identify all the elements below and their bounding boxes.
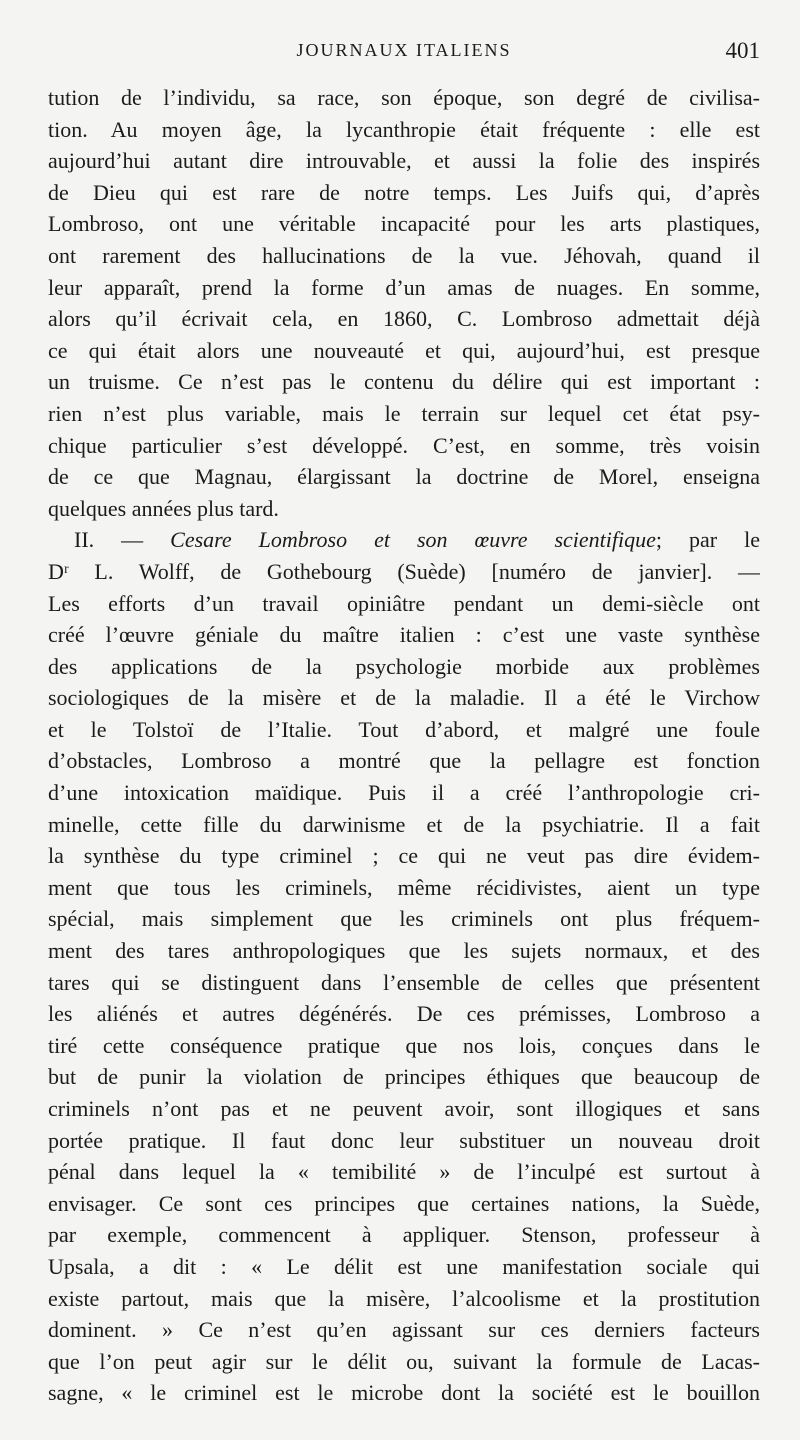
text-line: Upsala, a dit : « Le délit est une manifestation sociale qui bbox=[48, 1253, 760, 1279]
text-line: les aliénés et autres dégénérés. De ces prémisses, Lombroso a bbox=[48, 1001, 760, 1027]
text-line: aujourd’hui autant dire introuvable, et aussi la folie des inspirés bbox=[48, 148, 760, 174]
text-line: chique particulier s’est développé. C’est, en somme, très voisin bbox=[48, 432, 760, 458]
text-line: but de punir la violation de principes éthiques que beaucoup de bbox=[48, 1064, 760, 1090]
text-line: et le Tolstoï de l’Italie. Tout d’abord, et malgré une foule bbox=[48, 716, 760, 742]
section-title: Cesare Lombroso et son œuvre scientifique bbox=[170, 527, 656, 553]
running-title: JOURNAUX ITALIENS bbox=[296, 40, 512, 60]
text-line: minelle, cette fille du darwinisme et de la psychiatrie. Il a fait bbox=[48, 811, 760, 837]
text-line: que l’on peut agir sur le délit ou, suivant la formule de Lacas- bbox=[48, 1348, 760, 1374]
text-line: Les efforts d’un travail opiniâtre pendant un demi-siècle ont bbox=[48, 590, 760, 616]
text-line: tution de l’individu, sa race, son époque, son degré de civilisa- bbox=[48, 85, 760, 110]
text-line: spécial, mais simplement que les criminels ont plus fréquem- bbox=[48, 906, 760, 932]
running-head bbox=[48, 38, 760, 68]
section-heading-line bbox=[48, 524, 760, 556]
text-line: rien n’est plus variable, mais le terrain sur lequel cet état psy- bbox=[48, 400, 760, 426]
text-line: alors qu’il écrivait cela, en 1860, C. Lombroso admettait déjà bbox=[48, 306, 760, 332]
text-line: criminels n’ont pas et ne peuvent avoir, sont illogiques et sans bbox=[48, 1096, 760, 1121]
text-line: de ce que Magnau, élargissant la doctrine de Morel, enseigna bbox=[48, 464, 760, 490]
text-line: dominent. » Ce n’est qu’en agissant sur ces derniers facteurs bbox=[48, 1317, 760, 1343]
text-line: ment que tous les criminels, même récidivistes, aient un type bbox=[48, 874, 760, 900]
text-line: tion. Au moyen âge, la lycanthropie était fréquente : elle est bbox=[48, 116, 760, 142]
text-line: un truisme. Ce n’est pas le contenu du délire qui est important : bbox=[48, 369, 760, 395]
section-byline-start: ; par le bbox=[655, 527, 760, 553]
text-line: ce qui était alors une nouveauté et qui, aujourd’hui, est presque bbox=[48, 337, 760, 363]
text-line: de Dieu qui est rare de notre temps. Les Juifs qui, d’après bbox=[48, 179, 760, 205]
text-line: ont rarement des hallucinations de la vue. Jéhovah, quand il bbox=[48, 242, 760, 268]
text-line: tiré cette conséquence pratique que nos lois, conçues dans le bbox=[48, 1032, 760, 1058]
text-line: envisager. Ce sont ces principes que certaines nations, la Suède, bbox=[48, 1190, 760, 1216]
text-line: sagne, « le criminel est le microbe dont la société est le bouillon bbox=[48, 1380, 760, 1406]
text-line: existe partout, mais que la misère, l’alcoolisme et la prostitution bbox=[48, 1285, 760, 1311]
body-text bbox=[48, 82, 760, 1409]
text-line: par exemple, commencent à appliquer. Stenson, professeur à bbox=[48, 1222, 760, 1248]
text-line: créé l’œuvre géniale du maître italien : c’est une vaste synthèse bbox=[48, 622, 760, 648]
text-line: sociologiques de la misère et de la maladie. Il a été le Virchow bbox=[48, 685, 760, 711]
text-line: Dʳ L. Wolff, de Gothebourg (Suède) [numéro de janvier]. — bbox=[48, 558, 760, 584]
text-line: Lombroso, ont une véritable incapacité pour les arts plastiques, bbox=[48, 211, 760, 237]
paragraph-end-line: quelques années plus tard. bbox=[48, 495, 279, 521]
text-line: des applications de la psychologie morbide aux problèmes bbox=[48, 653, 760, 679]
text-line: ment des tares anthropologiques que les sujets normaux, et des bbox=[48, 938, 760, 964]
text-line: la synthèse du type criminel ; ce qui ne veut pas dire évidem- bbox=[48, 843, 760, 869]
page-number: 401 bbox=[725, 38, 760, 63]
text-line: d’obstacles, Lombroso a montré que la pellagre est fonction bbox=[48, 748, 760, 774]
text-line: tares qui se distinguent dans l’ensemble de celles que présentent bbox=[48, 969, 760, 995]
text-line: pénal dans lequel la « temibilité » de l’inculpé est surtout à bbox=[48, 1159, 760, 1185]
text-line: d’une intoxication maïdique. Puis il a créé l’anthropologie cri- bbox=[48, 780, 760, 806]
text-line: leur apparaît, prend la forme d’un amas de nuages. En somme, bbox=[48, 274, 760, 300]
section-number: II. — bbox=[74, 527, 171, 553]
text-line: portée pratique. Il faut donc leur substituer un nouveau droit bbox=[48, 1127, 760, 1153]
